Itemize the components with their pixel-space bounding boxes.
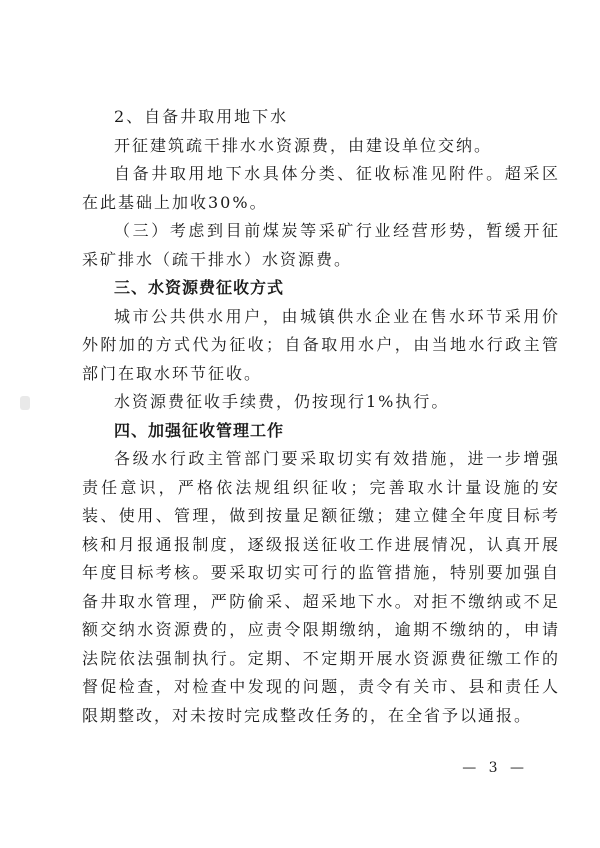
paragraph-groundwater-classification: 自备井取用地下水具体分类、征收标准见附件。超采区在此基础上加收30%。 (82, 164, 560, 212)
paragraph-management-measures: 各级水行政主管部门要采取切实有效措施，进一步增强责任意识，严格依法规组织征收；完善取水计量设施的安装、使用、管理，做到按量足额征缴；建立健全年度目标考核和月报通报制度，逐级报送征收工作进展情况，认真开展年度目标考核。要采取切实可行的监管措施，特别要加强自备井取水管理，严防偷采、超采地下水。对拒不缴纳或不足额交纳水资源费的，应责令限期缴纳，逾期不缴纳的，申请法院依法强制执行。定期、不定期开展水资源费征缴工作的督促检查，对检查中发现的问题，责令有关市、县和责任人限期整改，对未按时完成整改任务的，在全省予以通报。 (82, 449, 560, 725)
section-heading-collection-method: 三、水资源费征收方式 (114, 278, 285, 297)
binding-hole-mark (20, 396, 30, 410)
paragraph-construction-drainage-fee: 开征建筑疏干排水水资源费，由建设单位交纳。 (114, 135, 493, 155)
document-body (82, 103, 560, 730)
paragraph-mining-drainage-deferral: （三）考虑到目前煤炭等采矿行业经营形势，暂缓开征采矿排水（疏干排水）水资源费。 (82, 221, 560, 269)
page-number: — 3 — (462, 760, 528, 776)
paragraph-collection-fee: 水资源费征收手续费，仍按现行1%执行。 (114, 392, 450, 411)
paragraph-item-2: 2、自备井取用地下水 (114, 107, 289, 126)
paragraph-urban-water-collection: 城市公共供水用户，由城镇供水企业在售水环节采用价外附加的方式代为征收；自备取用水户，由当地水行政主管部门在取水环节征收。 (82, 306, 560, 383)
section-heading-management: 四、加强征收管理工作 (114, 420, 285, 440)
